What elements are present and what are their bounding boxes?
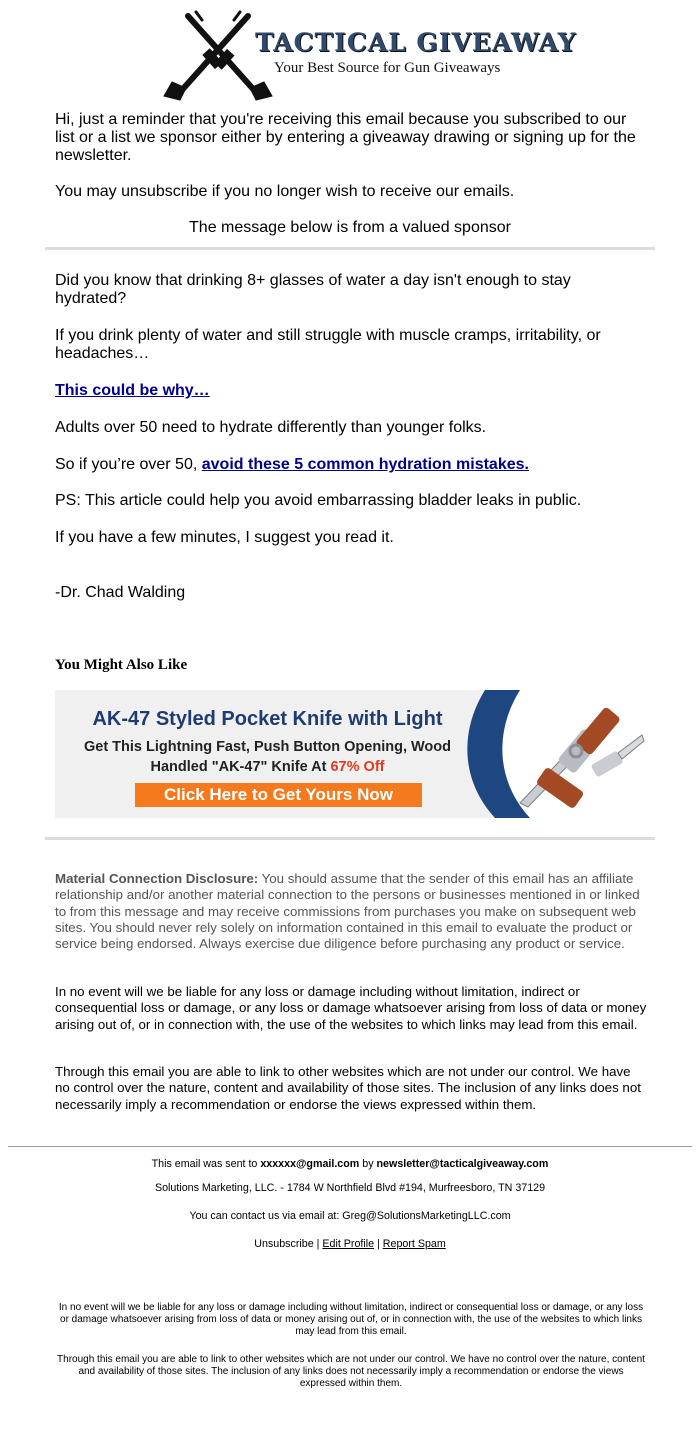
banner-subtitle-line-2-text: Handled "AK-47" Knife At — [150, 759, 331, 775]
reminder-text: Hi, just a reminder that you're receiving this email because you subscribed to our list or a list we sponsor either by entering a giveaway drawing or signing up for the newsletter. — [55, 111, 636, 164]
message-paragraph-4-prefix: So if you’re over 50, — [55, 456, 202, 473]
knife-icon — [510, 695, 645, 815]
message-line-link — [55, 382, 645, 400]
edit-profile-link[interactable]: Edit Profile — [322, 1238, 375, 1250]
unsubscribe-link[interactable]: Unsubscribe — [254, 1238, 314, 1250]
message-paragraph-3: Adults over 50 need to hydrate differently than younger folks. — [55, 419, 487, 436]
footer-links-note: Through this email you are able to link to other websites which are not under our control. We have no control over the nature, content and availability of those sites. The inclusion of any links does not necessarily imply a recommendation or endorse the views expressed within them. — [57, 1354, 645, 1389]
message-paragraph-4 — [55, 456, 645, 474]
this-could-be-why-link[interactable]: This could be why… — [55, 382, 210, 399]
link-separator: | — [313, 1238, 323, 1250]
disclosure-label: Material Connection Disclosure: — [55, 871, 259, 886]
sent-by: by — [359, 1158, 377, 1170]
report-spam-link[interactable]: Report Spam — [382, 1238, 446, 1250]
divider — [45, 247, 655, 250]
sponsor-note: The message below is from a valued sponsor — [189, 219, 511, 236]
sender-email: newsletter@tacticalgiveaway.com — [376, 1158, 549, 1170]
liability-text: In no event will we be liable for any loss or damage including without limitation, indirect or consequential loss or damage, or any loss or damage whatsoever arising from loss of data or money arising out of, or in connection with, the use of the websites to which links may lead from this email. — [55, 984, 647, 1032]
banner-title: AK-47 Styled Pocket Knife with Light — [92, 708, 443, 730]
footer-divider — [8, 1146, 692, 1147]
message-paragraph-2: If you drink plenty of water and still struggle with muscle cramps, irritability, or headaches… — [55, 327, 601, 362]
sent-prefix: This email was sent to — [151, 1158, 261, 1170]
banner-subtitle-line-1: Get This Lightning Fast, Push Button Opening, Wood — [83, 739, 452, 755]
contact-line: You can contact us via email at: Greg@SolutionsMarketingLLC.com — [189, 1210, 511, 1222]
material-disclosure — [55, 871, 647, 952]
discount-percent: 67% Off — [330, 759, 385, 775]
banner-subtitle-line-2 — [55, 759, 480, 775]
message-paragraph-6: If you have a few minutes, I suggest you read it. — [55, 529, 394, 546]
recipient-email: xxxxxx@gmail.com — [260, 1158, 360, 1170]
knife-ad-banner[interactable] — [55, 690, 645, 818]
message-paragraph-1: Did you know that drinking 8+ glasses of water a day isn't enough to stay hydrated? — [55, 272, 571, 307]
also-like-heading: You Might Also Like — [55, 657, 188, 673]
get-yours-button[interactable]: Click Here to Get Yours Now — [135, 783, 422, 807]
message-paragraph-5: PS: This article could help you avoid embarrassing bladder leaks in public. — [55, 492, 582, 509]
footer-liability: In no event will we be liable for any loss or damage including without limitation, indirect or consequential loss or damage, or any loss or damage whatsoever arising from loss of data or money arising out of, or in connection with, the use of the websites to which links may lead from this email. — [58, 1302, 644, 1337]
link-separator: | — [374, 1238, 383, 1250]
company-address: Solutions Marketing, LLC. - 1784 W Northfield Blvd #194, Murfreesboro, TN 37129 — [154, 1182, 546, 1194]
unsubscribe-note: You may unsubscribe if you no longer wish to receive our emails. — [55, 183, 515, 200]
logo-tagline: Your Best Source for Gun Giveaways — [274, 60, 501, 76]
logo-title: TACTICAL GIVEAWAY — [255, 28, 577, 57]
disclosure-text: You should assume that the sender of this email has an affiliate relationship and/or another material connection to the persons or businesses mentioned in or linked to from this message and may receive commissions from purchases you make on subsequent web sites. You should never rely solely on information contained in this email to evaluate the product or service being endorsed. Always exercise due diligence before purchasing any product or service. — [55, 871, 640, 952]
sent-to-line — [8, 1158, 692, 1171]
signature: -Dr. Chad Walding — [55, 584, 186, 601]
footer-links — [8, 1238, 692, 1251]
hydration-mistakes-link[interactable]: avoid these 5 common hydration mistakes. — [201, 456, 529, 473]
links-note-text: Through this email you are able to link to other websites which are not under our control. We have no control over the nature, content and availability of those sites. The inclusion of any links does not necessarily imply a recommendation or endorse the views expressed within them. — [55, 1064, 641, 1112]
divider — [45, 837, 655, 840]
